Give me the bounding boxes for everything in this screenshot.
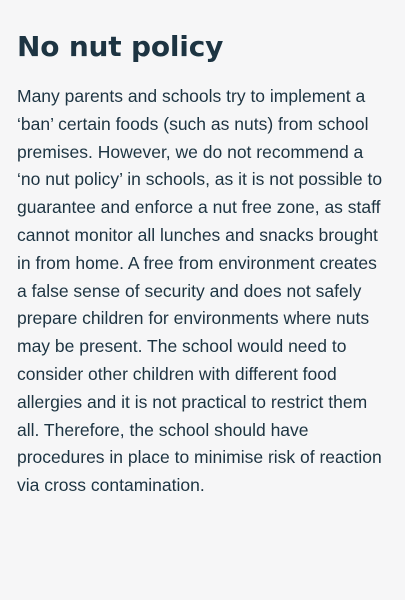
page-title: No nut policy [17, 30, 224, 63]
article-body: Many parents and schools try to implement a ‘ban’ certain foods (such as nuts) from school premises. However, we do not recommend a ‘no nut policy’ in schools, as it is not possible to guarantee and enforce a nut free zone, as staff cannot monitor all lunches and snacks brought in from home. A free from environment creates a false sense of security and does not safely prepare children for environments where nuts may be present. The school would need to consider other children with different food allergies and it is not practical to restrict them all. Therefore, the school should have procedures in place to minimise risk of reaction via cross contamination. [17, 86, 383, 496]
